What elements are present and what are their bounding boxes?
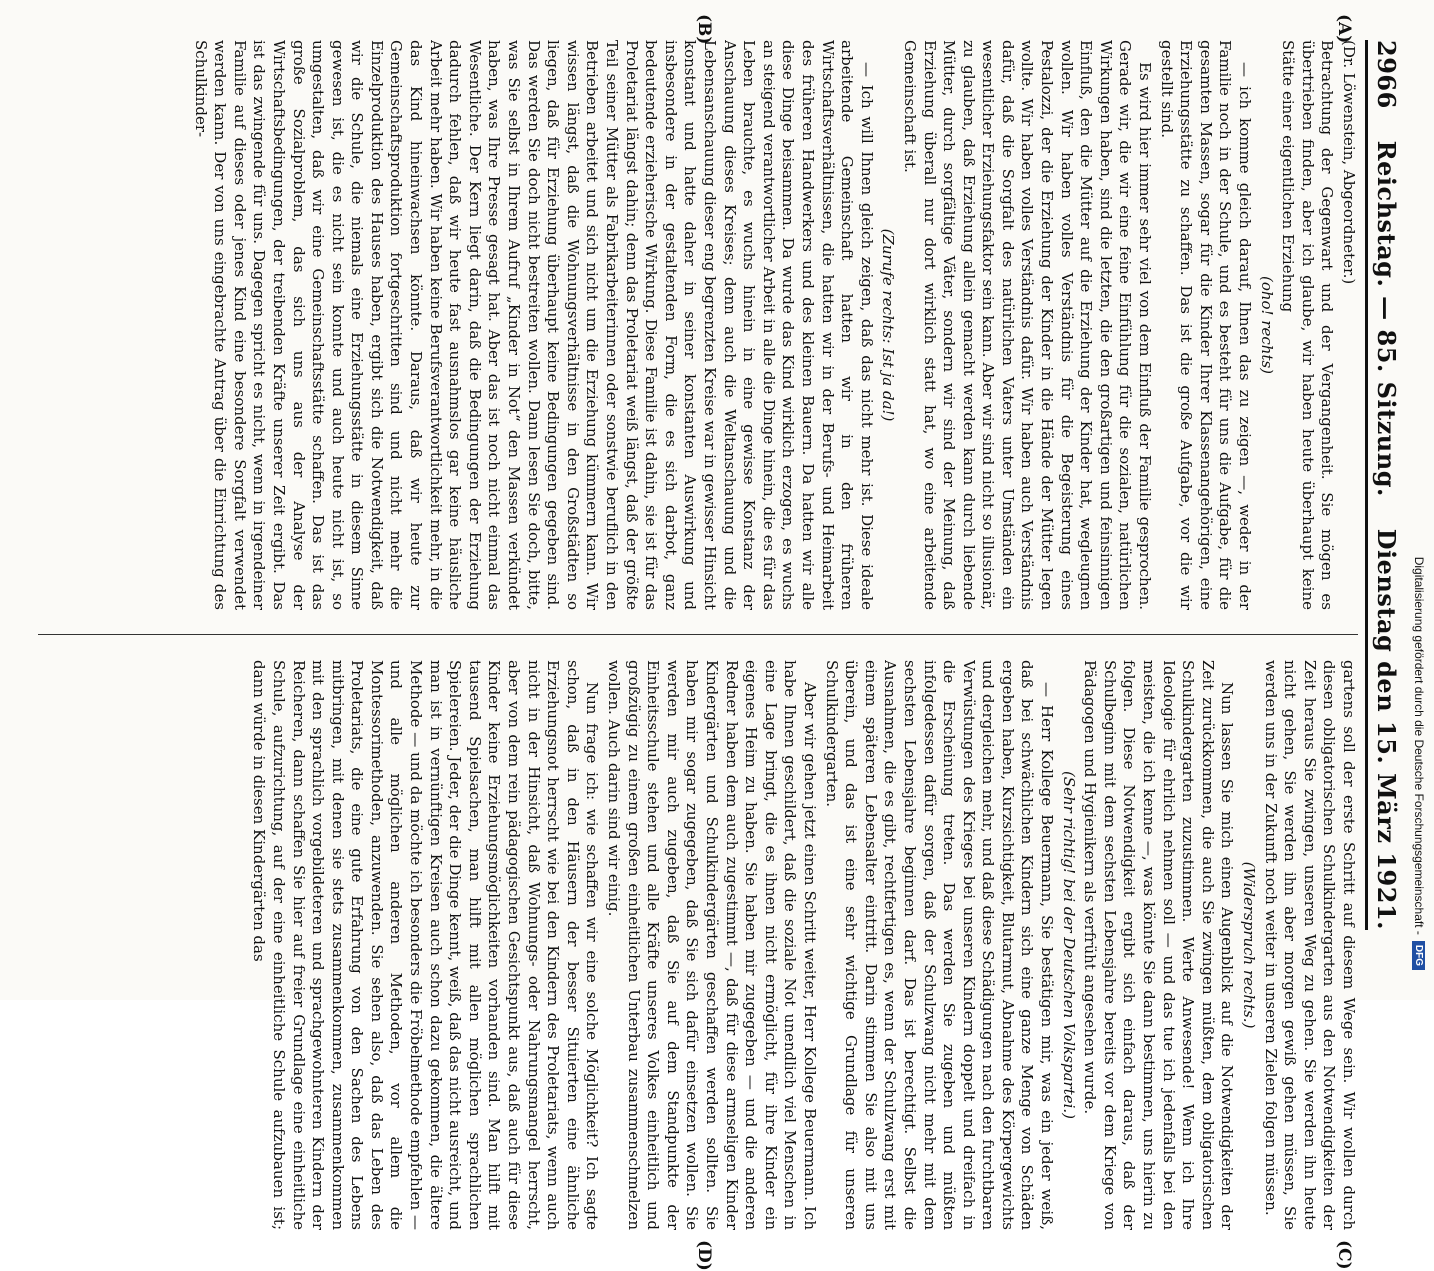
left-column xyxy=(38,40,1358,610)
session-title: Reichstag. — 85. Sitzung. xyxy=(1372,140,1401,497)
page-header xyxy=(1372,40,1416,930)
header-rule xyxy=(1365,40,1368,930)
paragraph: Nun lassen Sie mich einen Augenblick auf die Notwendigkeiten der Zeit zurückkommen, die auch Sie zwingen müßten, dem obligatorischen Schulkindergarten zuzustimmen. Werte Anwesende! Wenn ich Ihre Ideologie für ehrlich nehmen soll — und das tue ich jedenfalls bei den meisten, die ich kenne —, was könnte Sie dann bestimmen, uns hierin zu folgen. Diese Notwendigkeit ergibt sich einfach daraus, daß der Schulbeginn mit dem sechsten Lebensjahre bereits vor dem Kriege von Pädagogen und Hygienikern als verfrüht angesehen wurde. xyxy=(1081,660,1237,1230)
interjection: (Sehr richtig! bei der Deutschen Volkspartei.) xyxy=(1059,770,1078,1120)
paragraph: — Herr Kollege Beuermann, Sie bestätigen mir, was ein jeder weiß, daß bei schwächlichen Kindern sich eine ganze Menge von Schäden ergeben haben, Kurzsichtigkeit, Blutarmut, Abnahme des Körpergewichts und dergleichen mehr, und daß diese Schädigungen nach den furchtbaren Verwüstungen des Krieges bei unseren Kindern doppelt und dreifach in die Erscheinung treten. Das werden Sie zugeben und müßten infolgedessen dafür sorgen, daß der Schulzwang nicht mehr mit dem sechsten Lebensjahre beginnen darf. Das ist berechtigt. Selbst die Ausnahmen, die es gibt, rechtfertigen es, wenn der Schulzwang erst mit einem späteren Lebensalter eintritt. Darin stimmen Sie also mit uns überein, und das ist eine sehr wichtige Grundlage für unseren Schulkindergarten. xyxy=(822,660,1057,1230)
margin-marker-d: (D) xyxy=(694,1240,714,1271)
paragraph: gartens soll der erste Schritt auf diesem Wege sein. Wir wollen durch diesen obligatorischen Schulkindergarten aus den Notwendigkeiten der Zeit heraus Sie zwingen, unseren Weg zu gehen. Sie werden ihn heute nicht gehen, Sie werden ihn aber morgen gewiß gehen müssen, Sie werden uns in der Zukunft noch weiter in unseren Zielen folgen müssen. xyxy=(1261,660,1358,1230)
dfg-logo: DFG xyxy=(1413,941,1426,970)
interjection: (Zurufe rechts: Ist ja da!) xyxy=(879,228,898,422)
right-column xyxy=(38,660,1358,1230)
credit-text: Digitalisierung gefördert durch die Deutsche Forschungsgemeinschaft - xyxy=(1412,556,1426,935)
margin-marker-b: (B) xyxy=(694,14,714,45)
interjection: (Widerspruch rechts.) xyxy=(1240,861,1259,1029)
margin-marker-a: (A) xyxy=(1334,14,1354,44)
column-separator xyxy=(38,634,1358,635)
paragraph: — Ich will Ihnen gleich zeigen, daß das nicht mehr ist. Diese ideale arbeitende Gemeinschaft hatten wir in den früheren Wirtschaftsverhältnissen, die hatten wir in der Berufs- und Heimarbeit des früheren Handwerkers und des kleinen Bauern. Da hatten wir alle diese Dinge beisammen. Da wurde das Kind wirklich erzogen, es wuchs an steigend verantwortlicher Arbeit in alle die Dinge hinein, die es für das Leben brauchte, es wuchs hinein in eine gewisse Konstanz der Anschauung dieses Kreises; denn auch die Weltanschauung und die Lebensanschauung dieser eng begrenzten Kreise war in gewisser Hinsicht konstant und hatte daher in seiner konstanten Auswirkung und insbesondere in der gestaltenden Form, die es sich darbot, ganz bedeutende erzieherische Wirkung. Diese Familie ist dahin, sie ist für das Proletariat längst dahin; denn das Proletariat weiß längst, daß der größte Teil seiner Mütter als Fabrikarbeiterinnen oder sonstwie beruflich in den Betrieben arbeitet und sich nicht um die Erziehung kümmern kann. Wir wissen längst, daß die Wohnungsverhältnisse in den Großstädten so liegen, daß für Erziehung überhaupt keine Bedingungen gegeben sind. Das werden Sie doch nicht bestreiten wollen. Dann lesen Sie doch, bitte, was Sie selbst in Ihrem Aufruf „Kinder in Not“ den Massen verkündet haben, was Ihre Presse gesagt hat. Aber das ist noch nicht einmal das Wesentliche. Der Kern liegt darin, daß die Bedingungen der Erziehung dadurch fehlen, daß wir heute fast ausnahmslos gar keine häusliche Arbeit mehr haben. Wir haben keine Berufsverantwortlichkeit mehr, in die das Kind hineinwachsen könnte. Daraus, daß wir heute zur Gemeinschaftsproduktion fortgeschritten sind und nicht mehr die Einzelproduktion des Hauses haben, ergibt sich die Notwendigkeit, daß wir die Schule, die niemals eine Erziehungsstätte in diesem Sinne gewesen ist, die es nicht sein konnte und auch heute nicht ist, so umgestalten, daß wir eine Gemeinschaftsstätte schaffen. Das ist das große Sozialproblem, das sich uns aus der Analyse der Wirtschaftsbedingungen, der treibenden Kräfte unserer Zeit ergibt. Das ist das zwingende für uns. Dagegen spricht es nicht, wenn in irgendeiner Familie auf dieses oder jenes Kind eine besondere Sorgfalt verwendet werden kann. Der von uns eingebrachte Antrag über die Einrichtung des Schulkinder- xyxy=(191,40,876,610)
margin-marker-c: (C) xyxy=(1334,1240,1354,1270)
paragraph: — ich komme gleich darauf, Ihnen das zu zeigen —, weder in der Familie noch in der Schule, und es besteht für uns die Aufgabe, für die gesamten Massen, sogar für die Kinder Ihrer Klassenangehörigen, eine Erziehungsstätte zu schaffen. Das ist die große Aufgabe, vor die wir gestellt sind. xyxy=(1157,40,1255,610)
interjection: (oho! rechts) xyxy=(1257,275,1276,375)
page-number: 2966 xyxy=(1372,40,1401,109)
paragraph: Betrachtung der Gegenwart und der Vergangenheit. Sie mögen es übertrieben finden, aber ich glaube, wir haben heute überhaupt keine Stätte einer eigentlichen Erziehung xyxy=(1279,40,1337,610)
paragraph: Nun frage ich: wie schaffen wir eine solche Möglichkeit? Ich sagte schon, daß in den Häusern der besser Situierten eine ähnliche Erziehungsnot herrscht wie bei den Kindern des Proletariats, wenn auch nicht in der Hinsicht, daß Wohnungs- oder Nahrungsmangel herrscht, aber von dem rein pädagogischen Gesichtspunkt aus, daß auch für diese Kinder keine Erziehungsmöglichkeiten vorhanden sind. Man hilft mit tausend Spielsachen, man hilft mit allen möglichen sprachlichen Spielereien. Jeder, der die Dinge kennt, weiß, daß das nicht ausreicht, und man ist in vernünftigen Kreisen auch schon dazu gekommen, die ältere Methode — und da möchte ich besonders die Fröbelmethode empfehlen — und alle möglichen anderen Methoden, vor allem die Montessorimethoden, anzuwenden. Sie sehen also, daß das Leben des Proletariats, die eine gute Erfahrung von den Sachen des Lebens mitbringen, mit denen sie stets zusammenkommen, zusammenkommen mit den sprachlich vorgebildeteren und sprachgewohnteren Kindern der Reicheren, dann schaffen Sie hier auf freier Grundlage eine einheitliche Schule, aufzurichtung, auf der eine einheitliche Schule aufzubauen ist; dann würde in diesen Kindergärten das xyxy=(250,660,602,1230)
paragraph: Aber wir gehen jetzt einen Schritt weiter, Herr Kollege Beuermann. Ich habe Ihnen geschildert, daß die soziale Not unendlich viel Menschen in eine Lage bringt, die es ihnen nicht ermöglicht, für ihre Kinder ein eigenes Heim zu haben. Sie haben mir zugegeben — und die anderen Redner haben dem auch zugestimmt —, daß für diese armseligen Kinder Kindergärten und Schulkindergärten geschaffen werden sollten. Sie haben mir sogar zugegeben, daß Sie sich dafür einsetzen wollen. Sie werden mir auch zugeben, daß Sie auf dem Standpunkte der Einheitsschule stehen und alle Kräfte unseres Volkes einheitlich und großzügig zu einem großen einheitlichen Unterbau zusammenschmelzen wollen. Auch darin sind wir einig. xyxy=(605,660,819,1230)
paragraph: Es wird hier immer sehr viel von dem Einfluß der Familie gesprochen. Gerade wir, die wir eine feine Einfühlung für die sozialen, natürlichen Wirkungen haben, sind die letzten, die den großartigen und feinsinnigen Einfluß, den die Mütter auf die Erziehung der Kinder hat, wegleugnen wollen. Wir haben volles Verständnis für die Begeisterung eines Pestalozzi, der die Erziehung der Kinder in die Hände der Mütter legen wollte. Wir haben volles Verständnis dafür. Wir haben auch Verständnis dafür, daß die Sorgfalt des natürlichen Vaters unter Umständen ein wesentlicher Erziehungsfaktor sein kann. Aber wir sind nicht so illusionär, zu glauben, daß Erziehung allein gemacht werden kann durch liebende Mütter, durch sorgfältige Väter, sondern wir sind der Meinung, daß Erziehung überall nur dort wirklich statt hat, wo eine arbeitende Gemeinschaft ist. xyxy=(900,40,1155,610)
session-date: Dienstag den 15. März 1921. xyxy=(1372,528,1401,930)
paragraph: (Dr. Löwenstein, Abgeordneter.) xyxy=(1340,40,1358,285)
